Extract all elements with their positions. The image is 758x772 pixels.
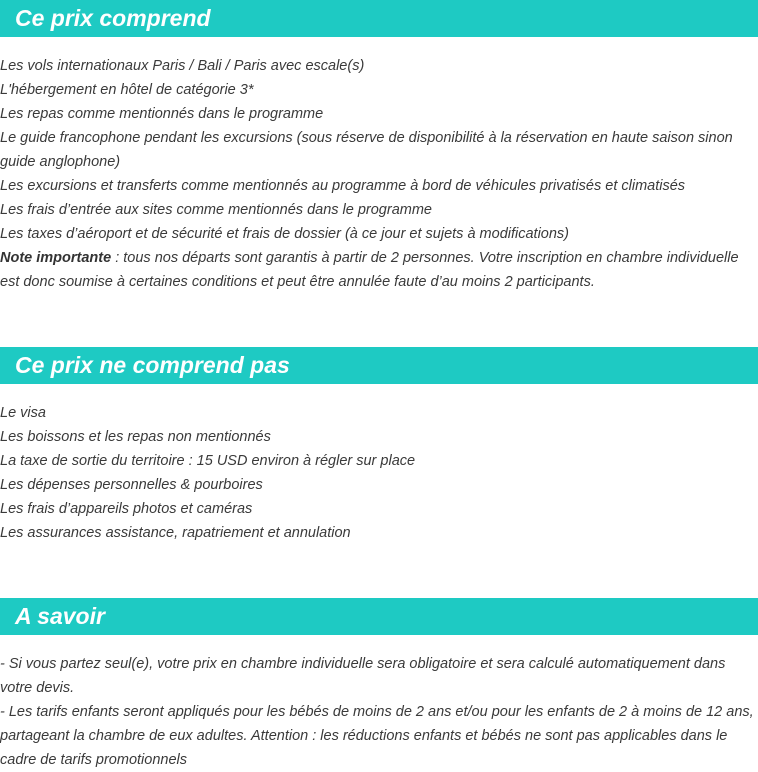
important-note-label: Note importante: [0, 250, 112, 266]
excluded-item: Les assurances assistance, rapatriement et annulation: [0, 525, 351, 541]
excluded-item: Les dépenses personnelles & pourboires: [0, 477, 263, 493]
info-item: - Les tarifs enfants seront appliqués pour les bébés de moins de 2 ans et/ou pour les enfants de 2 à moins de 12 ans, partageant la chambre de eux adultes. Attention : les réductions enfants et bébés ne sont pas applicables dans le cadre de tarifs promotionnels: [0, 704, 754, 768]
section-excluded: [0, 347, 758, 545]
excluded-item: La taxe de sortie du territoire : 15 USD environ à régler sur place: [0, 453, 416, 469]
info-list: [0, 635, 758, 772]
excluded-item: Les frais d’appareils photos et caméras: [0, 501, 253, 517]
section-title-included: Ce prix comprend: [15, 5, 211, 31]
spacer: [0, 294, 758, 347]
section-header-included: [0, 0, 758, 37]
included-list: [0, 37, 758, 294]
included-item: Les excursions et transferts comme mentionnés au programme à bord de véhicules privatisés et climatisés: [0, 178, 686, 194]
excluded-item: Les boissons et les repas non mentionnés: [0, 429, 271, 445]
important-note-text: : tous nos départs sont garantis à partir de 2 personnes. Votre inscription en chambre individuelle est donc soumise à certaines conditions et peut être annulée faute d’au moins 2 participants.: [0, 250, 739, 290]
excluded-list: [0, 384, 758, 545]
included-item: Les frais d’entrée aux sites comme mentionnés dans le programme: [0, 202, 432, 218]
section-included: [0, 0, 758, 294]
included-item: Les repas comme mentionnés dans le programme: [0, 106, 324, 122]
included-item: L'hébergement en hôtel de catégorie 3*: [0, 82, 254, 98]
included-item: Les taxes d’aéroport et de sécurité et frais de dossier (à ce jour et sujets à modifications): [0, 226, 570, 242]
section-info: [0, 598, 758, 772]
included-item: Les vols internationaux Paris / Bali / Paris avec escale(s): [0, 58, 365, 74]
included-item: Le guide francophone pendant les excursions (sous réserve de disponibilité à la réservation en haute saison sinon guide anglophone): [0, 130, 733, 170]
section-header-info: [0, 598, 758, 635]
section-title-info: A savoir: [15, 603, 105, 629]
spacer: [0, 545, 758, 598]
excluded-item: Le visa: [0, 405, 46, 421]
important-note: [0, 246, 758, 294]
info-item: - Si vous partez seul(e), votre prix en chambre individuelle sera obligatoire et sera calculé automatiquement dans votre devis.: [0, 656, 726, 696]
section-header-excluded: [0, 347, 758, 384]
section-title-excluded: Ce prix ne comprend pas: [15, 352, 290, 378]
